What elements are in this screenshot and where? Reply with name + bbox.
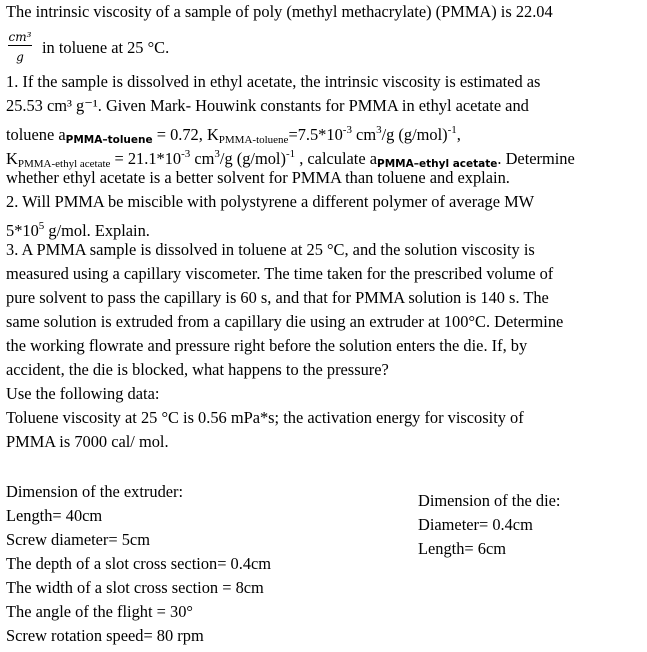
q2-superscript: 5 xyxy=(38,220,45,232)
q2-text: g/mol. Explain. xyxy=(44,221,150,240)
extruder-item: The angle of the flight = 30° xyxy=(6,602,193,621)
die-item: Length= 6cm xyxy=(418,539,506,558)
q1-superscript: -3 xyxy=(181,148,191,160)
die-title: Dimension of the die: xyxy=(418,491,561,510)
extruder-item: Screw rotation speed= 80 rpm xyxy=(6,626,204,645)
q1-line-5: whether ethyl acetate is a better solvent for PMMA than toluene and explain. xyxy=(6,168,510,187)
q1-subscript: PMMA-toluene xyxy=(218,134,289,146)
unit-fraction xyxy=(6,30,34,64)
q1-text: = 21.1*10 xyxy=(110,149,182,168)
die-item: Diameter= 0.4cm xyxy=(418,515,533,534)
fraction-bar xyxy=(8,45,32,46)
q1-text: /g (g/mol) xyxy=(381,125,448,144)
q1-text: toluene a xyxy=(6,125,66,144)
extruder-item: Screw diameter= 5cm xyxy=(6,530,150,549)
q1-text: =7.5*10 xyxy=(288,125,343,144)
q1-superscript: -1 xyxy=(447,124,457,136)
q1-line-2: 25.53 cm³ g⁻¹. Given Mark- Houwink constants for PMMA in ethyl acetate and xyxy=(6,96,529,115)
q3-line-5: the working flowrate and pressure right before the solution enters the die. If, by xyxy=(6,336,528,355)
q1-subscript: PMMA–ethyl acetate xyxy=(377,158,498,170)
q1-subscript: PMMA-ethyl acetate xyxy=(17,158,111,170)
q3-line-8: Toluene viscosity at 25 °C is 0.56 mPa*s; the activation energy for viscosity of xyxy=(6,408,524,427)
q1-text: . Determine xyxy=(497,149,575,168)
q1-text: , calculate a xyxy=(295,149,378,168)
q1-subscript: PMMA–toluene xyxy=(65,134,153,146)
q3-line-4: same solution is extruded from a capillary die using an extruder at 100°C. Determine xyxy=(6,312,564,331)
intro-line-2: in toluene at 25 °C. xyxy=(42,38,170,57)
q1-text: K xyxy=(6,149,18,168)
extruder-item: The depth of a slot cross section= 0.4cm xyxy=(6,554,272,573)
q1-text: , xyxy=(456,125,461,144)
q3-line-2: measured using a capillary viscometer. The time taken for the prescribed volume of xyxy=(6,264,554,283)
q3-line-9: PMMA is 7000 cal/ mol. xyxy=(6,432,169,451)
extruder-item: Length= 40cm xyxy=(6,506,103,525)
extruder-dimensions xyxy=(6,480,271,648)
intro-line-1: The intrinsic viscosity of a sample of poly (methyl methacrylate) (PMMA) is 22.04 xyxy=(6,2,553,21)
q3-line-7: Use the following data: xyxy=(6,384,160,403)
q1-text: /g (g/mol) xyxy=(219,149,286,168)
q1-superscript: -3 xyxy=(342,124,352,136)
q3-line-6: accident, the die is blocked, what happens to the pressure? xyxy=(6,360,389,379)
q1-line-1: 1. If the sample is dissolved in ethyl acetate, the intrinsic viscosity is estimated as xyxy=(6,72,541,91)
q2-line-1: 2. Will PMMA be miscible with polystyrene a different polymer of average MW xyxy=(6,192,535,211)
die-dimensions xyxy=(418,489,560,561)
q1-text: cm xyxy=(190,149,215,168)
q2-text: 5*10 xyxy=(6,221,39,240)
q1-superscript: 3 xyxy=(214,148,220,160)
q1-text: = 0.72, K xyxy=(152,125,219,144)
q3-line-1: 3. A PMMA sample is dissolved in toluene at 25 °C, and the solution viscosity is xyxy=(6,240,535,259)
q1-superscript: -1 xyxy=(285,148,296,160)
q1-text: cm xyxy=(351,125,377,144)
unit-numerator: cm³ xyxy=(8,30,32,44)
unit-denominator: g xyxy=(16,50,24,64)
q1-superscript: 3 xyxy=(376,124,382,136)
extruder-title: Dimension of the extruder: xyxy=(6,482,184,501)
extruder-item: The width of a slot cross section = 8cm xyxy=(6,578,264,597)
q3-line-3: pure solvent to pass the capillary is 60 s, and that for PMMA solution is 140 s. The xyxy=(6,288,549,307)
